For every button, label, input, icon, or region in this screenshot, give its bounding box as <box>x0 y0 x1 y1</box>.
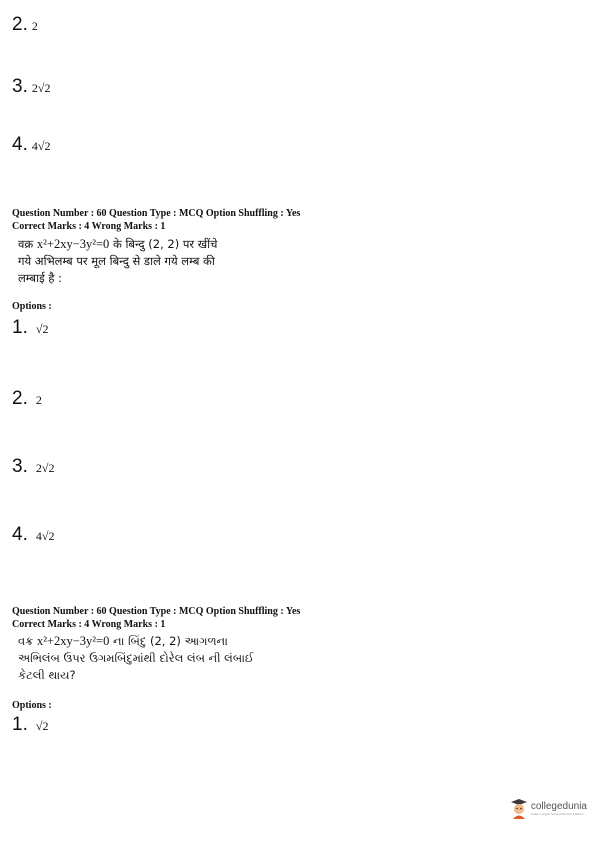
option-value: √2 <box>35 719 49 733</box>
option-value: 2 <box>31 19 38 33</box>
option-number: 2. <box>12 14 28 35</box>
question-text-line: અભિલંબ ઉપર ઉગમબિંદુમાંથી દોરેલ લંબ ની લંબાઈ <box>18 651 254 665</box>
question-text-line: કેટલી થાય? <box>18 668 76 682</box>
options-label: Options : <box>12 301 52 312</box>
options-label: Options : <box>12 700 52 711</box>
option-row <box>12 456 54 478</box>
question-meta <box>12 605 300 631</box>
question-text-segment: वक्र <box>18 237 37 251</box>
question-meta-line: Correct Marks : 4 Wrong Marks : 1 <box>12 619 166 630</box>
question-text-line: गये अभिलम्ब पर मूल बिन्दु से डाले गये लम्ब की <box>18 254 215 268</box>
option-row <box>12 317 48 339</box>
question-meta <box>12 207 300 233</box>
question-text-segment: વક્ર <box>18 634 37 648</box>
question-text-segment: के बिन्दु (2, 2) पर खींचे <box>109 237 218 251</box>
option-value: 2√2 <box>35 461 55 475</box>
option-number: 1. <box>12 317 28 338</box>
option-row <box>12 134 50 156</box>
question-text-line: लम्बाई है : <box>18 271 63 285</box>
option-row <box>12 714 48 736</box>
option-row <box>12 524 54 546</box>
option-number: 2. <box>12 388 28 409</box>
option-value: 2√2 <box>31 81 51 95</box>
question-text-segment: ના બિંદુ (2, 2) આગળના <box>109 634 228 648</box>
option-value: √2 <box>35 322 49 336</box>
question-meta-line: Question Number : 60 Question Type : MCQ Option Shuffling : Yes <box>12 208 301 219</box>
collegedunia-logo <box>510 798 587 820</box>
logo-tagline: India's Largest Student Review Platform <box>530 812 585 816</box>
option-number: 3. <box>12 456 28 477</box>
option-number: 3. <box>12 76 28 97</box>
option-row <box>12 76 50 98</box>
option-value: 4√2 <box>31 139 51 153</box>
logo-name: collegedunia <box>530 801 587 812</box>
question-equation: x²+2xy−3y²=0 <box>36 634 110 648</box>
question-text <box>18 236 268 287</box>
question-meta-line: Correct Marks : 4 Wrong Marks : 1 <box>12 221 166 232</box>
option-number: 4. <box>12 134 28 155</box>
graduate-mascot-icon <box>510 798 528 820</box>
question-equation: x²+2xy−3y²=0 <box>36 237 110 251</box>
question-text <box>18 633 268 684</box>
option-number: 4. <box>12 524 28 545</box>
option-row <box>12 388 42 410</box>
question-meta-line: Question Number : 60 Question Type : MCQ Option Shuffling : Yes <box>12 606 301 617</box>
option-number: 1. <box>12 714 28 735</box>
option-value: 2 <box>35 393 42 407</box>
option-row <box>12 14 38 36</box>
option-value: 4√2 <box>35 529 55 543</box>
